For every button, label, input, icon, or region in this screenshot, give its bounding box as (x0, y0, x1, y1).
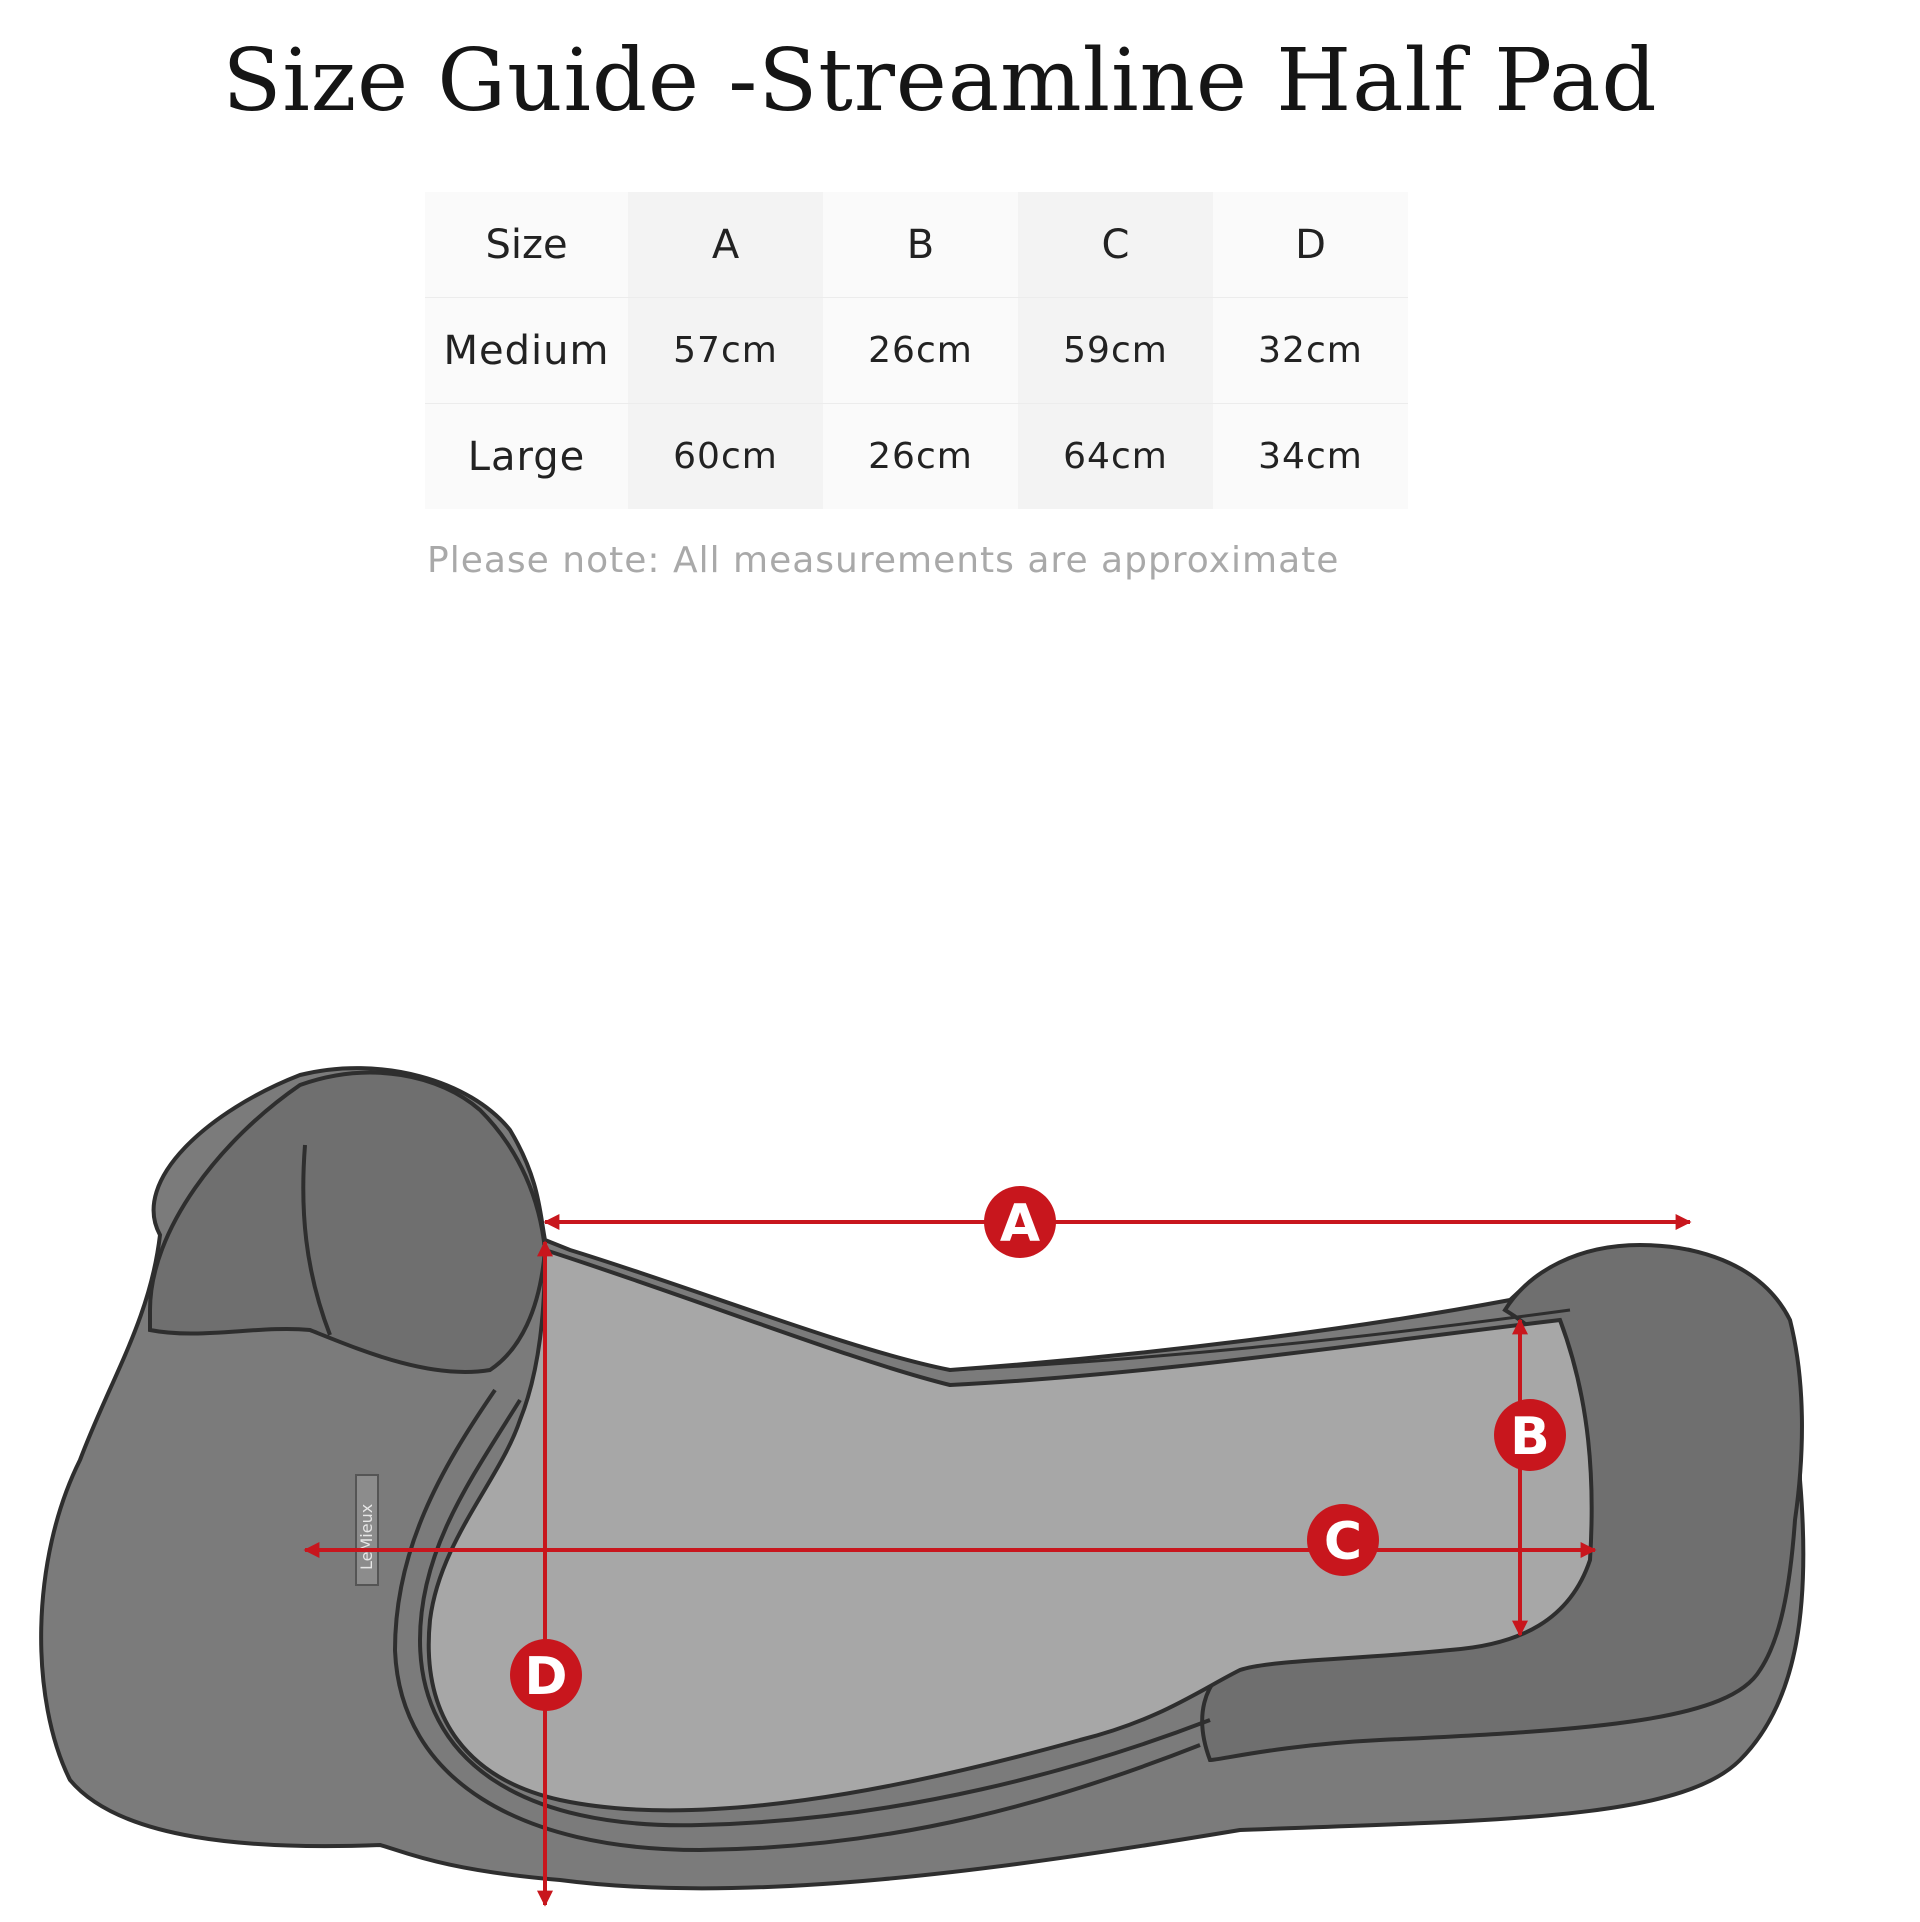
cell-medium-c: 59cm (1018, 298, 1213, 404)
row-label-large: Large (425, 404, 628, 510)
header-b: B (823, 192, 1018, 298)
cell-large-d: 34cm (1213, 404, 1408, 510)
row-label-medium: Medium (425, 298, 628, 404)
pad-front-flap (150, 1073, 545, 1372)
header-d: D (1213, 192, 1408, 298)
cell-large-a: 60cm (628, 404, 823, 510)
marker-a: A (999, 1194, 1041, 1254)
cell-medium-a: 57cm (628, 298, 823, 404)
cell-medium-d: 32cm (1213, 298, 1408, 404)
header-a: A (628, 192, 823, 298)
table-row (425, 298, 1408, 404)
header-size: Size (425, 192, 628, 298)
half-pad-diagram (0, 1040, 1920, 1922)
marker-c: C (1323, 1512, 1363, 1572)
marker-b: B (1510, 1407, 1550, 1467)
header-c: C (1018, 192, 1213, 298)
measure-a (545, 1186, 1690, 1258)
measurement-note: Please note: All measurements are approximate (427, 540, 1340, 581)
marker-d: D (524, 1647, 568, 1707)
table-header-row (425, 192, 1408, 298)
table-row (425, 404, 1408, 510)
cell-large-c: 64cm (1018, 404, 1213, 510)
size-table (425, 192, 1408, 509)
brand-tag-text: LeMieux (357, 1503, 376, 1570)
page-title: Size Guide -Streamline Half Pad (222, 31, 1658, 131)
cell-medium-b: 26cm (823, 298, 1018, 404)
cell-large-b: 26cm (823, 404, 1018, 510)
